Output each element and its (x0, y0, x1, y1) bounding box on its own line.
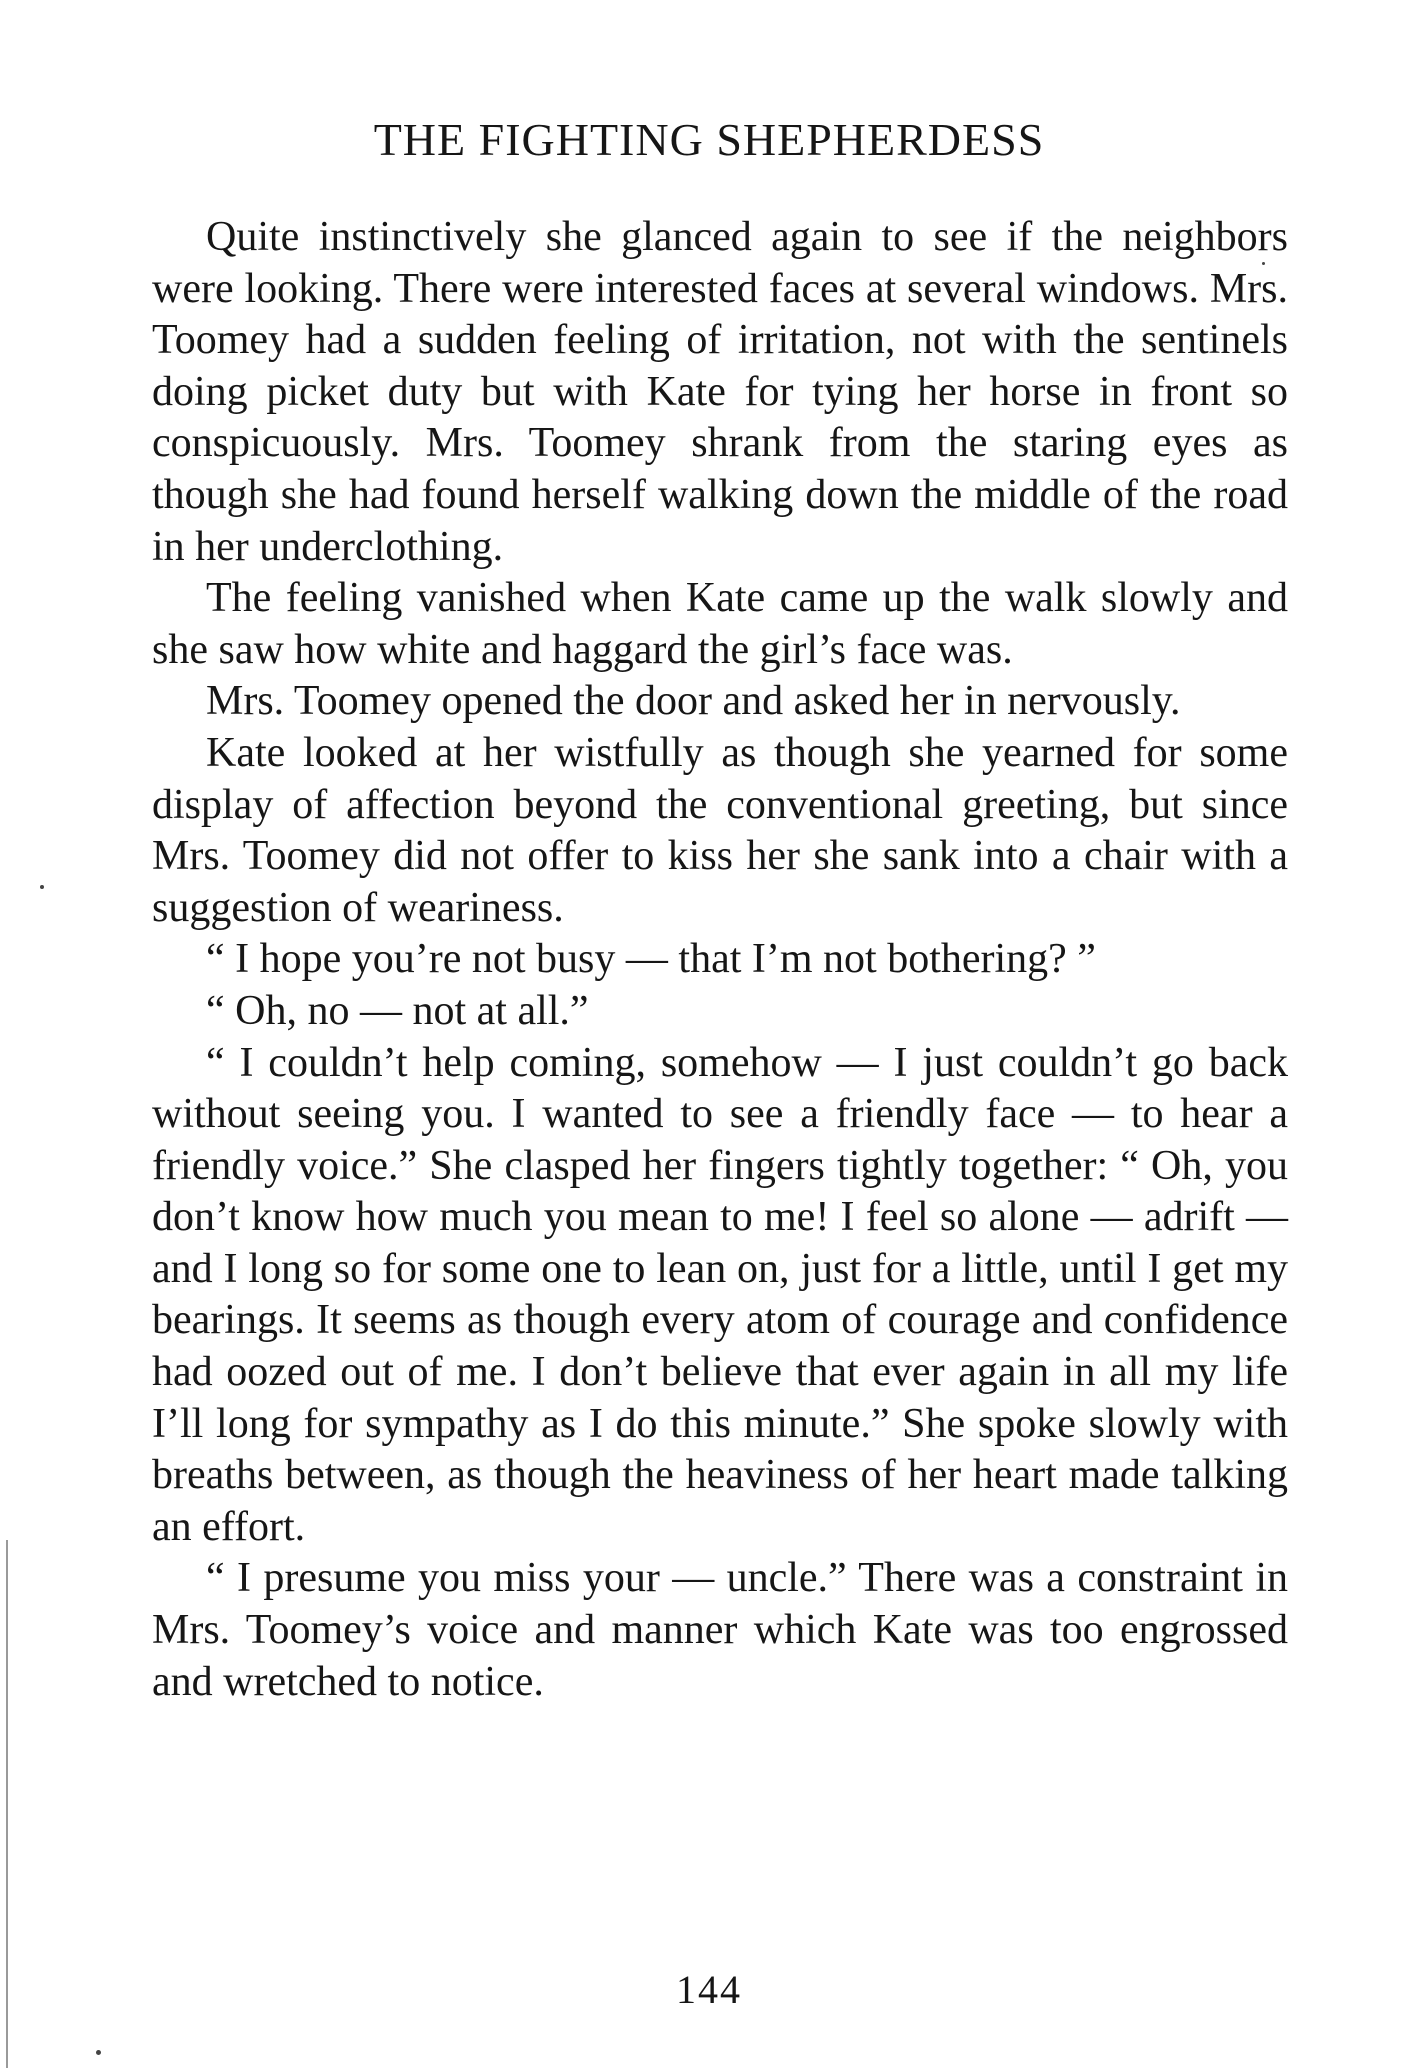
paragraph-8: “ I presume you miss your — uncle.” There was a constraint in Mrs. Toomey’s voice and manner which Kate was too engrossed and wretched to notice. (152, 1555, 1288, 1705)
body-text (152, 212, 1288, 1708)
scan-edge-line (6, 1540, 8, 2068)
page-number: 144 (676, 1967, 742, 2012)
paragraph-2: The feeling vanished when Kate came up the walk slowly and she saw how white and haggard the girl’s face was. (152, 575, 1288, 673)
scan-speck (1262, 262, 1265, 265)
paragraph-3: Mrs. Toomey opened the door and asked her in nervously. (206, 678, 1181, 725)
scan-speck (40, 885, 44, 889)
paragraph-6: “ Oh, no — not at all.” (206, 987, 589, 1034)
paragraph-7: “ I couldn’t help coming, somehow — I just couldn’t go back without seeing you. I wanted to see a friendly face — to hear a friendly voice.” She clasped her fingers tightly together: “ Oh, you don’t know how much you mean to me! I feel so alone — adrift — and I long so for some one to lean on, just for a little, until I get my bearings. It seems as though every atom of courage and confidence had oozed out of me. I don’t believe that ever again in all my life I’ll long for sympathy as I do this minute.” She spoke slowly with breaths between, as though the heaviness of her heart made talking an effort. (152, 1039, 1288, 1550)
scan-speck (96, 2050, 101, 2055)
paragraph-4: Kate looked at her wistfully as though she yearned for some display of affection beyond the conventional greeting, but since Mrs. Toomey did not offer to kiss her she sank into a chair with a suggestion of weariness. (152, 729, 1288, 931)
paragraph-1: Quite instinctively she glanced again to see if the neighbors were looking. There were interested faces at several windows. Mrs. Toomey had a sudden feeling of irritation, not with the sentinels doing picket duty but with Kate for tying her horse in front so conspicuously. Mrs. Toomey shrank from the staring eyes as though she had found herself walking down the middle of the road in her underclothing. (152, 214, 1288, 570)
running-head-title: THE FIGHTING SHEPHERDESS (373, 114, 1045, 165)
paragraph-5: “ I hope you’re not busy — that I’m not bothering? ” (206, 936, 1096, 983)
